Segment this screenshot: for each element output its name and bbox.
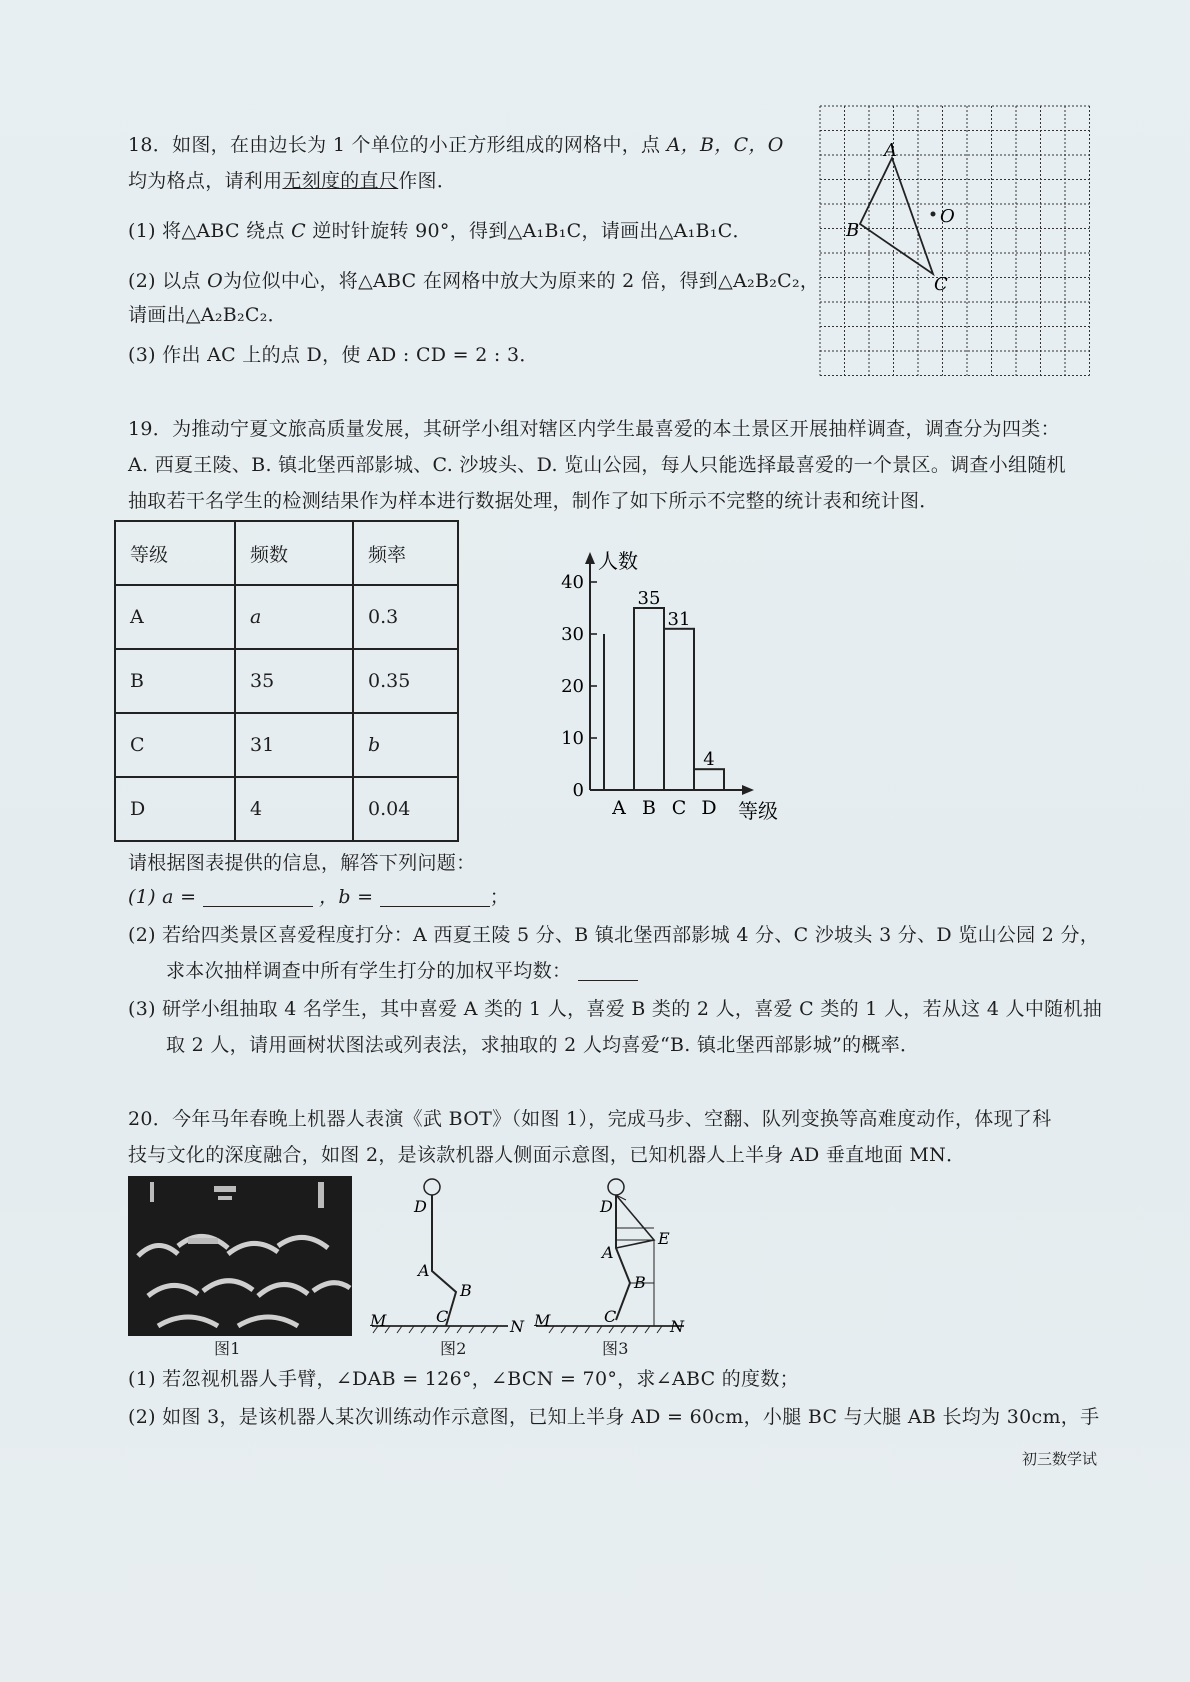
table-cell: 0.35 bbox=[353, 649, 458, 713]
x-axis-label: 等级 bbox=[738, 799, 778, 823]
answer-blank-b[interactable] bbox=[380, 886, 490, 907]
fig3-label-c: C bbox=[604, 1307, 617, 1326]
fig2-label-d: D bbox=[414, 1197, 427, 1216]
q20-p2: (2) 如图 3，是该机器人某次训练动作示意图，已知上半身 AD = 60cm，小腿 BC 与大腿 AB 长均为 30cm，手 bbox=[128, 1406, 1100, 1428]
q18-part1-a: (1) 将△ABC 绕点 bbox=[128, 220, 285, 242]
fig3-label-m: M bbox=[534, 1311, 551, 1330]
fig2-label-c: C bbox=[436, 1307, 449, 1326]
fig3-label-n: N bbox=[670, 1317, 684, 1336]
table-row bbox=[115, 585, 458, 649]
q20-p1: (1) 若忽视机器人手臂，∠DAB = 126°，∠BCN = 70°，求∠ABC 的度数； bbox=[128, 1368, 799, 1390]
bar-value-label: 35 bbox=[637, 588, 661, 609]
table-cell: 35 bbox=[235, 649, 353, 713]
fig3-label-e: E bbox=[658, 1229, 670, 1248]
figure2-diagram bbox=[370, 1176, 530, 1336]
q18-part2-line2: 请画出△A₂B₂C₂． bbox=[128, 304, 287, 326]
y-tick-label: 20 bbox=[561, 676, 584, 697]
fig2-label-b: B bbox=[460, 1281, 472, 1300]
bar-value-label: 4 bbox=[703, 749, 715, 771]
aux-line bbox=[892, 158, 933, 274]
answer-blank-a[interactable] bbox=[203, 886, 313, 907]
y-tick-label: 40 bbox=[561, 572, 584, 593]
q19-p2-line1: (2) 若给四类景区喜爱程度打分：A 西夏王陵 5 分、B 镇北堡西部影城 4 分、C 沙坡头 3 分、D 览山公园 2 分， bbox=[128, 924, 1100, 946]
y-tick-label: 10 bbox=[561, 728, 584, 749]
ground-hatching bbox=[549, 1326, 662, 1333]
q18-line2 bbox=[128, 168, 456, 194]
y-tick-label: 30 bbox=[561, 624, 584, 645]
table-cell: a bbox=[235, 585, 353, 649]
table-header: 频率 bbox=[353, 521, 458, 585]
table-cell: 31 bbox=[235, 713, 353, 777]
label-b: B bbox=[846, 220, 860, 241]
q19-p3-line2: 取 2 人，请用画树状图法或列表法，求抽取的 2 人均喜爱“B. 镇北堡西部影城”的概率． bbox=[166, 1034, 920, 1056]
fig2-caption: 图2 bbox=[440, 1339, 467, 1358]
q18-part3: (3) 作出 AC 上的点 D，使 AD : CD = 2 : 3． bbox=[128, 344, 539, 366]
table-row bbox=[115, 649, 458, 713]
table-row bbox=[115, 713, 458, 777]
label-a: A bbox=[884, 140, 897, 161]
q19-line1: 19．为推动宁夏文旅高质量发展，其研学小组对辖区内学生最喜爱的本土景区开展抽样调查，调查分为四类： bbox=[128, 418, 1060, 440]
bar-c bbox=[664, 629, 694, 790]
y-axis-label: 人数 bbox=[598, 549, 638, 573]
y-tick-label: 0 bbox=[572, 780, 584, 801]
robot-head bbox=[608, 1179, 624, 1195]
triangle-abc bbox=[860, 158, 933, 274]
fig3-label-a: A bbox=[602, 1243, 614, 1262]
fig2-label-n: N bbox=[510, 1317, 524, 1336]
q18-part2-point: O bbox=[207, 270, 223, 292]
ground-hatching bbox=[373, 1326, 498, 1333]
q18-line2-text: 均为格点，请利用 bbox=[128, 170, 283, 192]
x-tick-label: B bbox=[642, 797, 656, 819]
table-cell: B bbox=[115, 649, 235, 713]
table-cell: D bbox=[115, 777, 235, 841]
bar-chart bbox=[540, 546, 800, 836]
point-o-dot bbox=[931, 212, 936, 217]
table-cell: 0.3 bbox=[353, 585, 458, 649]
q18-line2-end: 作图． bbox=[398, 170, 457, 192]
q19-p3-line1: (3) 研学小组抽取 4 名学生，其中喜爱 A 类的 1 人，喜爱 B 类的 2 人，喜爱 C 类的 1 人，若从这 4 人中随机抽 bbox=[128, 998, 1103, 1020]
table-header-row bbox=[115, 521, 458, 585]
table-cell: 0.04 bbox=[353, 777, 458, 841]
q18-part1 bbox=[128, 218, 752, 244]
table-cell: b bbox=[353, 713, 458, 777]
table-cell: 4 bbox=[235, 777, 353, 841]
x-axis-arrow bbox=[742, 785, 754, 795]
figure1-photo bbox=[128, 1176, 352, 1336]
footer-label: 初三数学试 bbox=[1022, 1450, 1098, 1468]
table-cell: C bbox=[115, 713, 235, 777]
q18-grid-figure bbox=[818, 104, 1108, 394]
x-tick-label: D bbox=[701, 797, 717, 819]
grid-lines bbox=[820, 106, 1090, 376]
fig3-caption: 图3 bbox=[602, 1339, 629, 1358]
q19-prompt: 请根据图表提供的信息，解答下列问题： bbox=[128, 852, 476, 874]
q18-part1-b: 逆时针旋转 90°，得到△A₁B₁C，请画出△A₁B₁C． bbox=[312, 220, 752, 242]
q19-line3: 抽取若干名学生的检测结果作为样本进行数据处理，制作了如下所示不完整的统计表和统计图． bbox=[128, 490, 939, 512]
table-header: 频数 bbox=[235, 521, 353, 585]
table-header: 等级 bbox=[115, 521, 235, 585]
q19-p1 bbox=[128, 884, 509, 910]
table-row bbox=[115, 777, 458, 841]
x-tick-label: C bbox=[671, 797, 687, 819]
fig3-label-b: B bbox=[634, 1273, 646, 1292]
fig2-label-m: M bbox=[370, 1311, 387, 1330]
fig2-label-a: A bbox=[418, 1261, 430, 1280]
q19-line2: A. 西夏王陵、B. 镇北堡西部影城、C. 沙坡头、D. 览山公园，每人只能选择最喜爱的一个景区。调查小组随机 bbox=[128, 454, 1066, 476]
q18-line2-underlined: 无刻度的直尺 bbox=[282, 170, 399, 192]
robot-body bbox=[616, 1195, 630, 1320]
q18-line1-text: 18．如图，在由边长为 1 个单位的小正方形组成的网格中，点 bbox=[128, 134, 661, 156]
y-ticks bbox=[561, 572, 597, 801]
bar-b bbox=[634, 608, 664, 790]
label-c: C bbox=[934, 274, 948, 295]
q18-line1 bbox=[128, 132, 784, 158]
fig3-label-d: D bbox=[600, 1197, 613, 1216]
figure3-diagram bbox=[534, 1176, 694, 1336]
q18-part1-point: C bbox=[291, 220, 306, 242]
label-o: O bbox=[940, 206, 955, 227]
q18-part2-b: 为位似中心，将△ABC 在网格中放大为原来的 2 倍，得到△A₂B₂C₂， bbox=[223, 270, 820, 292]
q19-p1-c: ； bbox=[489, 886, 510, 908]
y-axis-arrow bbox=[585, 552, 595, 564]
answer-blank-mean[interactable] bbox=[578, 960, 638, 981]
x-tick-label: A bbox=[612, 797, 626, 819]
bar-d bbox=[694, 769, 724, 790]
bars bbox=[604, 588, 724, 819]
frequency-table bbox=[114, 520, 459, 842]
q20-line1: 20．今年马年春晚上机器人表演《武 BOT》（如图 1），完成马步、空翻、队列变换等高难度动作，体现了科 bbox=[128, 1108, 1052, 1130]
table-cell: A bbox=[115, 585, 235, 649]
fig1-caption: 图1 bbox=[214, 1339, 241, 1358]
q20-line2: 技与文化的深度融合，如图 2，是该款机器人侧面示意图，已知机器人上半身 AD 垂直地面 MN． bbox=[128, 1144, 966, 1166]
q18-part2 bbox=[128, 268, 819, 294]
q19-p1-b: ，b = bbox=[319, 886, 374, 908]
bar-value-label: 31 bbox=[667, 608, 691, 630]
q19-p2-text: 求本次抽样调查中所有学生打分的加权平均数： bbox=[166, 960, 572, 982]
q18-line1-points: A，B，C，O bbox=[666, 134, 784, 156]
robot-head bbox=[424, 1179, 440, 1195]
q19-p2-line2 bbox=[166, 958, 638, 984]
q19-p1-a: (1) a = bbox=[128, 886, 197, 908]
q18-part2-a: (2) 以点 bbox=[128, 270, 201, 292]
